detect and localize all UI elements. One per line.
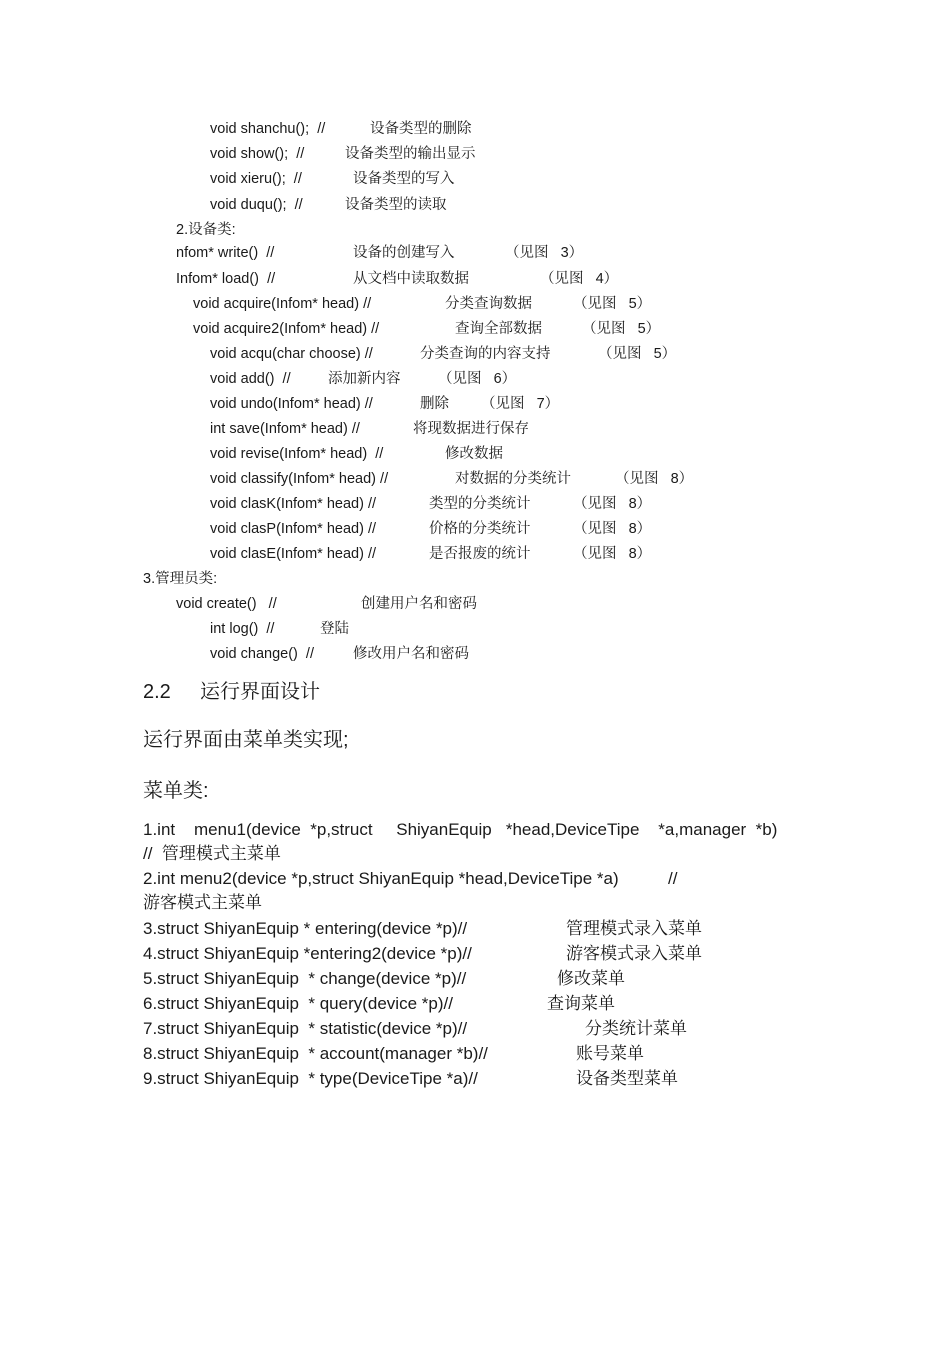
menu2-signature: 2.int menu2(device *p,struct ShiyanEquip *head,DeviceTipe *a) — [143, 869, 619, 888]
menu7-code: 7.struct ShiyanEquip * statistic(device *p)// — [143, 1019, 468, 1038]
func-add-desc: 添加新内容 — [328, 371, 401, 387]
func-duqu-code: void duqu(); // — [210, 197, 303, 213]
func-clasp-code: void clasP(Infom* head) // — [210, 521, 377, 537]
func-clask-desc: 类型的分类统计 — [429, 496, 531, 512]
menu3-code: 3.struct ShiyanEquip * entering(device *p)// — [143, 919, 468, 938]
func-show-desc: 设备类型的输出显示 — [345, 146, 476, 162]
func-load-desc: 从文档中读取数据 — [353, 271, 469, 287]
func-clasp-desc: 价格的分类统计 — [429, 521, 531, 537]
func-acquire-desc: 分类查询数据 — [445, 296, 532, 312]
menu1-signature: 1.int menu1(device *p,struct ShiyanEquip *head,DeviceTipe *a,manager *b) — [143, 820, 778, 839]
menu2-comment: 游客模式主菜单 — [143, 893, 262, 912]
menu8-code: 8.struct ShiyanEquip * account(manager *b)// — [143, 1044, 488, 1063]
func-classify-desc: 对数据的分类统计 — [455, 471, 571, 487]
func-duqu-desc: 设备类型的读取 — [345, 197, 447, 213]
func-clase-desc: 是否报废的统计 — [429, 546, 531, 562]
func-log-code: int log() // — [210, 621, 275, 637]
menu6-code: 6.struct ShiyanEquip * query(device *p)// — [143, 994, 453, 1013]
menu4-desc: 游客模式录入菜单 — [566, 944, 702, 963]
func-write-code: nfom* write() // — [176, 245, 275, 261]
heading-number: 2.2 — [143, 681, 171, 703]
menu5-desc: 修改菜单 — [557, 969, 625, 988]
func-add-code: void add() // — [210, 371, 291, 387]
func-xieru-desc: 设备类型的写入 — [353, 171, 455, 187]
func-classify-code: void classify(Infom* head) // — [210, 471, 389, 487]
func-add-ref: （见图 6） — [438, 371, 517, 387]
func-shanchu-desc: 设备类型的删除 — [370, 121, 472, 137]
func-undo-ref: （见图 7） — [481, 396, 560, 412]
func-acqu-code: void acqu(char choose) // — [210, 346, 373, 362]
func-log-desc: 登陆 — [320, 621, 349, 637]
func-classify-ref: （见图 8） — [615, 471, 694, 487]
paragraph-menu-class: 菜单类: — [143, 780, 209, 802]
func-revise-code: void revise(Infom* head) // — [210, 446, 384, 462]
func-acquire2-ref: （见图 5） — [582, 321, 661, 337]
func-acquire2-code: void acquire2(Infom* head) // — [193, 321, 380, 337]
menu7-desc: 分类统计菜单 — [585, 1019, 687, 1038]
func-clase-ref: （见图 8） — [573, 546, 652, 562]
func-xieru-code: void xieru(); // — [210, 171, 302, 187]
func-acqu-ref: （见图 5） — [598, 346, 677, 362]
func-clask-ref: （见图 8） — [573, 496, 652, 512]
section-manager-class-title: 3.管理员类: — [143, 571, 218, 587]
func-write-desc: 设备的创建写入 — [353, 245, 455, 261]
func-show-code: void show(); // — [210, 146, 305, 162]
func-acquire-ref: （见图 5） — [573, 296, 652, 312]
menu9-code: 9.struct ShiyanEquip * type(DeviceTipe *a)// — [143, 1069, 478, 1088]
menu1-comment: // 管理模式主菜单 — [143, 844, 281, 863]
func-undo-desc: 删除 — [420, 396, 449, 412]
menu2-comment-slash: // — [668, 869, 678, 888]
func-change-desc: 修改用户名和密码 — [353, 646, 469, 662]
menu6-desc: 查询菜单 — [547, 994, 615, 1013]
func-revise-desc: 修改数据 — [445, 446, 503, 462]
menu8-desc: 账号菜单 — [576, 1044, 644, 1063]
func-create-desc: 创建用户名和密码 — [361, 596, 477, 612]
func-acqu-desc: 分类查询的内容支持 — [420, 346, 551, 362]
func-create-code: void create() // — [176, 596, 277, 612]
func-save-desc: 将现数据进行保存 — [413, 421, 529, 437]
func-write-ref: （见图 3） — [505, 245, 584, 261]
func-clasp-ref: （见图 8） — [573, 521, 652, 537]
func-acquire2-desc: 查询全部数据 — [455, 321, 542, 337]
func-shanchu-code: void shanchu(); // — [210, 121, 326, 137]
func-clase-code: void clasE(Infom* head) // — [210, 546, 377, 562]
func-undo-code: void undo(Infom* head) // — [210, 396, 373, 412]
func-clask-code: void clasK(Infom* head) // — [210, 496, 377, 512]
func-save-code: int save(Infom* head) // — [210, 421, 360, 437]
section-device-class-title: 2.设备类: — [176, 222, 236, 238]
heading-title: 运行界面设计 — [200, 681, 320, 703]
func-load-ref: （见图 4） — [540, 271, 619, 287]
func-load-code: Infom* load() // — [176, 271, 276, 287]
paragraph-ui-intro: 运行界面由菜单类实现; — [143, 729, 349, 751]
menu3-desc: 管理模式录入菜单 — [566, 919, 702, 938]
func-acquire-code: void acquire(Infom* head) // — [193, 296, 372, 312]
menu5-code: 5.struct ShiyanEquip * change(device *p)// — [143, 969, 467, 988]
menu4-code: 4.struct ShiyanEquip *entering2(device *p)// — [143, 944, 472, 963]
menu9-desc: 设备类型菜单 — [576, 1069, 678, 1088]
func-change-code: void change() // — [210, 646, 314, 662]
